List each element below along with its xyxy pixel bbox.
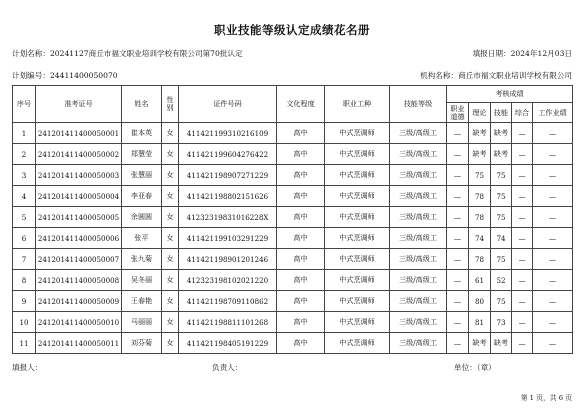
- header-education: 文化程度: [277, 86, 325, 123]
- cell-education: 高中: [277, 312, 325, 333]
- cell-name: 郑慧莹: [122, 144, 162, 165]
- cell-gender: 女: [162, 186, 179, 207]
- cell-occupation: 中式烹调师: [325, 333, 390, 354]
- cell-gender: 女: [162, 333, 179, 354]
- header-ethics: 职业道德: [447, 103, 469, 123]
- header-comprehensive: 综合: [512, 103, 533, 123]
- cell-name: 崔本英: [122, 123, 162, 144]
- cell-name: 吴冬丽: [122, 270, 162, 291]
- filler-label: 填报人：: [12, 363, 43, 372]
- cell-name: 刘芬菊: [122, 333, 162, 354]
- cell-level: 三级/高级工: [390, 207, 447, 228]
- cell-cert-no: 241201411400050001: [36, 123, 122, 144]
- cell-occupation: 中式烹调师: [325, 291, 390, 312]
- cell-comprehensive: —: [512, 186, 533, 207]
- cell-gender: 女: [162, 270, 179, 291]
- cell-seq: 5: [13, 207, 36, 228]
- header-name: 姓名: [122, 86, 162, 123]
- cell-theory: 78: [469, 249, 491, 270]
- cell-education: 高中: [277, 333, 325, 354]
- cell-work-performance: —: [533, 312, 573, 333]
- cell-work-performance: —: [533, 186, 573, 207]
- cell-work-performance: —: [533, 144, 573, 165]
- cell-seq: 10: [13, 312, 36, 333]
- cell-education: 高中: [277, 249, 325, 270]
- org-line: [420, 70, 572, 81]
- cell-occupation: 中式烹调师: [325, 270, 390, 291]
- header-scores-group: 考核成绩: [447, 86, 573, 103]
- cell-id-no: 411421199103291229: [179, 228, 277, 249]
- cell-level: 三级/高级工: [390, 228, 447, 249]
- cell-comprehensive: —: [512, 291, 533, 312]
- table-row: [13, 312, 573, 333]
- cell-level: 三级/高级工: [390, 270, 447, 291]
- cell-name: 马丽丽: [122, 312, 162, 333]
- cell-id-no: 412323198102021220: [179, 270, 277, 291]
- header-skill: 技能: [491, 103, 512, 123]
- cell-ethics: —: [447, 249, 469, 270]
- cell-cert-no: 241201411400050005: [36, 207, 122, 228]
- cell-seq: 11: [13, 333, 36, 354]
- cell-education: 高中: [277, 123, 325, 144]
- cell-name: 余圆圆: [122, 207, 162, 228]
- cell-cert-no: 241201411400050010: [36, 312, 122, 333]
- cell-gender: 女: [162, 291, 179, 312]
- cell-skill: 缺考: [491, 123, 512, 144]
- cell-theory: 81: [469, 312, 491, 333]
- cell-ethics: —: [447, 186, 469, 207]
- cell-education: 高中: [277, 186, 325, 207]
- cell-comprehensive: —: [512, 228, 533, 249]
- cell-id-no: 411421198811101268: [179, 312, 277, 333]
- cell-id-no: 411421198709110862: [179, 291, 277, 312]
- cell-seq: 4: [13, 186, 36, 207]
- cell-education: 高中: [277, 291, 325, 312]
- cell-education: 高中: [277, 228, 325, 249]
- cell-seq: 7: [13, 249, 36, 270]
- cell-cert-no: 241201411400050003: [36, 165, 122, 186]
- header-seq: 序号: [13, 86, 36, 123]
- header-theory: 理论: [469, 103, 491, 123]
- cell-skill: 75: [491, 165, 512, 186]
- cell-work-performance: —: [533, 123, 573, 144]
- cell-skill: 75: [491, 249, 512, 270]
- cell-comprehensive: —: [512, 144, 533, 165]
- cell-id-no: 411421198907271229: [179, 165, 277, 186]
- table-row: [13, 249, 573, 270]
- cell-cert-no: 241201411400050008: [36, 270, 122, 291]
- cell-skill: 缺考: [491, 333, 512, 354]
- responsible-person-label: 负责人：: [212, 363, 243, 372]
- table-row: [13, 123, 573, 144]
- cell-comprehensive: —: [512, 207, 533, 228]
- cell-theory: 78: [469, 207, 491, 228]
- cell-name: 王春艳: [122, 291, 162, 312]
- cell-theory: 61: [469, 270, 491, 291]
- fill-date-value: 2024年12月03日: [510, 49, 572, 58]
- cell-seq: 8: [13, 270, 36, 291]
- header-gender: [162, 86, 179, 123]
- plan-name-line: [12, 48, 243, 59]
- cell-gender: 女: [162, 312, 179, 333]
- org-label: 机构名称：: [420, 71, 459, 80]
- cell-theory: 78: [469, 186, 491, 207]
- cell-ethics: —: [447, 333, 469, 354]
- header-level: 技能等级: [390, 86, 447, 123]
- cell-gender: 女: [162, 165, 179, 186]
- score-roster-table: [12, 85, 573, 354]
- fill-date-line: [473, 48, 572, 59]
- cell-seq: 3: [13, 165, 36, 186]
- cell-occupation: 中式烹调师: [325, 144, 390, 165]
- cell-theory: 缺考: [469, 333, 491, 354]
- cell-comprehensive: —: [512, 165, 533, 186]
- header-work-performance: 工作业绩: [533, 103, 573, 123]
- cell-cert-no: 241201411400050004: [36, 186, 122, 207]
- cell-occupation: 中式烹调师: [325, 186, 390, 207]
- cell-occupation: 中式烹调师: [325, 123, 390, 144]
- cell-work-performance: —: [533, 228, 573, 249]
- cell-theory: 75: [469, 165, 491, 186]
- plan-name-value: 20241127商丘市福文职业培训学校有限公司第70批认定: [49, 49, 243, 58]
- cell-level: 三级/高级工: [390, 165, 447, 186]
- cell-work-performance: —: [533, 291, 573, 312]
- cell-education: 高中: [277, 207, 325, 228]
- cell-occupation: 中式烹调师: [325, 312, 390, 333]
- cell-occupation: 中式烹调师: [325, 228, 390, 249]
- cell-theory: 缺考: [469, 144, 491, 165]
- header-id-no: 证件号码: [179, 86, 277, 123]
- cell-level: 三级/高级工: [390, 249, 447, 270]
- cell-theory: 80: [469, 291, 491, 312]
- table-row: [13, 186, 573, 207]
- cell-cert-no: 241201411400050009: [36, 291, 122, 312]
- cell-cert-no: 241201411400050007: [36, 249, 122, 270]
- header-occupation: 职业工种: [325, 86, 390, 123]
- cell-name: 张九菊: [122, 249, 162, 270]
- cell-level: 三级/高级工: [390, 186, 447, 207]
- cell-ethics: —: [447, 270, 469, 291]
- cell-skill: 75: [491, 291, 512, 312]
- cell-work-performance: —: [533, 249, 573, 270]
- cell-seq: 6: [13, 228, 36, 249]
- cell-theory: 缺考: [469, 123, 491, 144]
- cell-skill: 75: [491, 186, 512, 207]
- cell-level: 三级/高级工: [390, 144, 447, 165]
- cell-occupation: 中式烹调师: [325, 165, 390, 186]
- cell-gender: 女: [162, 228, 179, 249]
- cell-work-performance: —: [533, 270, 573, 291]
- plan-no-value: 24411400050070: [49, 71, 118, 80]
- cell-id-no: 41232319831016228X: [179, 207, 277, 228]
- cell-ethics: —: [447, 123, 469, 144]
- plan-name-label: 计划名称：: [12, 49, 50, 58]
- cell-cert-no: 241201411400050002: [36, 144, 122, 165]
- cell-work-performance: —: [533, 333, 573, 354]
- cell-id-no: 411421198405191229: [179, 333, 277, 354]
- table-row: [13, 333, 573, 354]
- page-title: 职业技能等级认定成绩花名册: [214, 23, 370, 37]
- table-row: [13, 291, 573, 312]
- cell-comprehensive: —: [512, 270, 533, 291]
- cell-id-no: 411421199604276422: [179, 144, 277, 165]
- cell-seq: 1: [13, 123, 36, 144]
- table-row: [13, 165, 573, 186]
- plan-no-label: 计划编号：: [12, 71, 50, 80]
- cell-work-performance: —: [533, 207, 573, 228]
- cell-ethics: —: [447, 228, 469, 249]
- cell-comprehensive: —: [512, 123, 533, 144]
- unit-seal-label: 单位：（章）: [454, 363, 496, 372]
- header-gender-text: 性别: [166, 94, 174, 112]
- cell-ethics: —: [447, 165, 469, 186]
- cell-id-no: 411421198901201246: [179, 249, 277, 270]
- cell-comprehensive: —: [512, 312, 533, 333]
- cell-level: 三级/高级工: [390, 123, 447, 144]
- cell-education: 高中: [277, 270, 325, 291]
- cell-gender: 女: [162, 123, 179, 144]
- cell-skill: 缺考: [491, 144, 512, 165]
- cell-ethics: —: [447, 291, 469, 312]
- cell-work-performance: —: [533, 165, 573, 186]
- cell-seq: 2: [13, 144, 36, 165]
- cell-comprehensive: —: [512, 333, 533, 354]
- table-row: [13, 270, 573, 291]
- cell-education: 高中: [277, 144, 325, 165]
- cell-name: 张平: [122, 228, 162, 249]
- cell-theory: 74: [469, 228, 491, 249]
- table-row: [13, 144, 573, 165]
- cell-occupation: 中式烹调师: [325, 249, 390, 270]
- cell-gender: 女: [162, 249, 179, 270]
- cell-skill: 75: [491, 207, 512, 228]
- plan-no-line: [12, 70, 118, 81]
- cell-ethics: —: [447, 312, 469, 333]
- cell-id-no: 411421199310216109: [179, 123, 277, 144]
- cell-education: 高中: [277, 165, 325, 186]
- cell-ethics: —: [447, 144, 469, 165]
- page-indicator: 第 1 页，共 6 页: [520, 394, 572, 402]
- cell-level: 三级/高级工: [390, 333, 447, 354]
- cell-name: 李亚春: [122, 186, 162, 207]
- header-cert-no: 准考证号: [36, 86, 122, 123]
- cell-cert-no: 241201411400050011: [36, 333, 122, 354]
- cell-gender: 女: [162, 207, 179, 228]
- org-value: 商丘市福文职业培训学校有限公司: [458, 71, 572, 80]
- cell-occupation: 中式烹调师: [325, 207, 390, 228]
- cell-cert-no: 241201411400050006: [36, 228, 122, 249]
- cell-level: 三级/高级工: [390, 312, 447, 333]
- cell-seq: 9: [13, 291, 36, 312]
- cell-comprehensive: —: [512, 249, 533, 270]
- cell-level: 三级/高级工: [390, 291, 447, 312]
- cell-id-no: 411421198802151626: [179, 186, 277, 207]
- cell-name: 张慧丽: [122, 165, 162, 186]
- table-row: [13, 207, 573, 228]
- cell-skill: 73: [491, 312, 512, 333]
- fill-date-label: 填报日期：: [472, 49, 511, 58]
- cell-ethics: —: [447, 207, 469, 228]
- cell-skill: 52: [491, 270, 512, 291]
- table-row: [13, 228, 573, 249]
- cell-skill: 74: [491, 228, 512, 249]
- cell-gender: 女: [162, 144, 179, 165]
